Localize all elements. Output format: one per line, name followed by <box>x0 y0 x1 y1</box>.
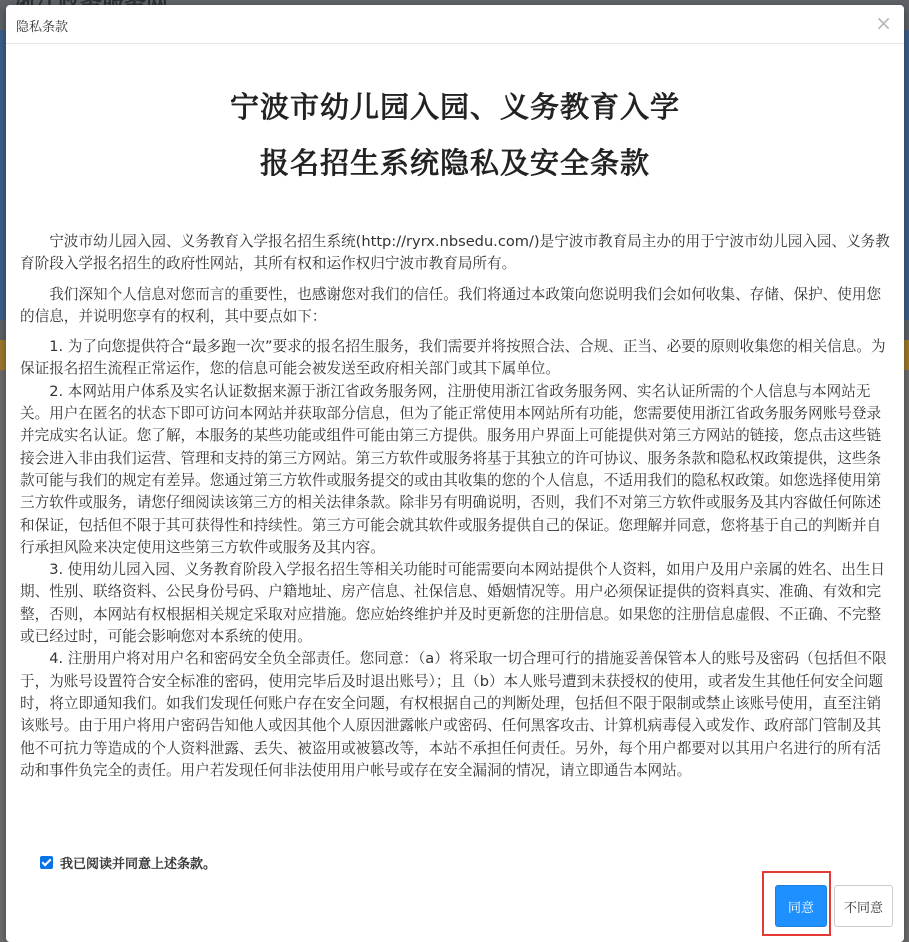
modal-header <box>6 5 904 44</box>
paragraph-item-3: 3. 使用幼儿园入园、义务教育阶段入学报名招生等相关功能时可能需要向本网站提供个人资料，如用户及用户亲属的姓名、出生日期、性别、联络资料、公民身份号码、户籍地址、房产信息、社保信息、婚姻情况等。用户必须保证提供的资料真实、准确、有效和完整，否则，本网站有权根据相关规定采取对应措施。您应始终维护并及时更新您的注册信息。如果您的注册信息虚假、不正确、不完整或已经过时，可能会影响您对本系统的使用。 <box>20 561 886 646</box>
paragraph-item-1: 1. 为了向您提供符合“最多跑一次”要求的报名招生服务，我们需要并将按照合法、合规、正当、必要的原则收集您的相关信息。为保证报名招生流程正常运作，您的信息可能会被发送至政府相关部门或其下属单位。 <box>20 338 886 378</box>
document-title <box>20 79 890 191</box>
document-title-line-1: 宁波市幼儿园入园、义务教育入学 <box>229 90 680 124</box>
privacy-modal <box>6 5 904 942</box>
agree-checkbox[interactable] <box>40 856 53 869</box>
paragraph-item-2: 2. 本网站用户体系及实名认证数据来源于浙江省政务服务网，注册使用浙江省政务服务网、实名认证所需的个人信息与本网站无关。用户在匿名的状态下即可访问本网站并获取部分信息，但为了能正常使用本网站所有功能，您需要使用浙江省政务服务网账号登录并完成实名认证。您了解，本服务的某些功能或组件可能由第三方提供。服务用户界面上可能提供对第三方网站的链接，您点击这些链接会进入非由我们运营、管理和支持的第三方网站。第三方软件或服务将基于其独立的许可协议、服务条款和隐私权政策提供，这些条款可能与我们的规定有差异。您通过第三方软件或服务提交的或由其收集的您的个人信息，不适用我们的隐私权政策。如您选择使用第三方软件或服务，请您仔细阅读该第三方的相关法律条款。除非另有明确说明，否则，我们不对第三方软件或服务及其内容做任何陈述和保证，包括但不限于其可获得性和持续性。第三方可能会就其软件或服务提供自己的保证。您理解并同意，您将基于自己的判断并自行承担风险来决定使用这些第三方软件或服务及其内容。 <box>20 382 882 556</box>
modal-title: 隐私条款 <box>16 20 69 35</box>
paragraph-item-4: 4. 注册用户将对用户名和密码安全负全部责任。您同意：（a）将采取一切合理可行的措施妥善保管本人的账号及密码（包括但不限于，为账号设置符合安全标准的密码，使用完毕后及时退出账号）；且（b）本人账号遭到未获授权的使用，或者发生其他任何安全问题时，将立即通知我们。如我们发现任何账户存在安全问题，有权根据自己的判断处理，包括但不限于限制或禁止该账号使用，直至注销该账号。由于用户将用户密码告知他人或因其他个人原因泄露帐户或密码、任何黑客攻击、计算机病毒侵入或发作、政府部门管制及其他不可抗力等造成的个人资料泄露、丢失、被盗用或被篡改等，本站不承担任何责任。另外，每个用户都要对以其用户名进行的所有活动和事件负完全的责任。用户若发现任何非法使用用户帐号或存在安全漏洞的情况，请立即通告本网站。 <box>20 650 887 779</box>
agree-checkbox-label[interactable]: 我已阅读并同意上述条款。 <box>60 857 217 872</box>
agreement-row[interactable] <box>40 853 216 872</box>
disagree-button[interactable]: 不同意 <box>834 885 893 927</box>
document-content <box>20 231 890 782</box>
close-icon[interactable]: × <box>875 11 892 35</box>
paragraph-intro: 宁波市幼儿园入园、义务教育入学报名招生系统(http://ryrx.nbsedu.com/)是宁波市教育局主办的用于宁波市幼儿园入园、义务教育阶段入学报名招生的政府性网站，其所有权和运作权归宁波市教育局所有。 <box>20 233 890 273</box>
document-title-line-2: 报名招生系统隐私及安全条款 <box>259 146 650 180</box>
modal-body <box>6 45 904 805</box>
agree-button[interactable]: 同意 <box>775 885 827 927</box>
paragraph-summary: 我们深知个人信息对您而言的重要性，也感谢您对我们的信任。我们将通过本政策向您说明我们会如何收集、存储、保护、使用您的信息，并说明您享有的权利，其中要点如下： <box>20 285 882 325</box>
